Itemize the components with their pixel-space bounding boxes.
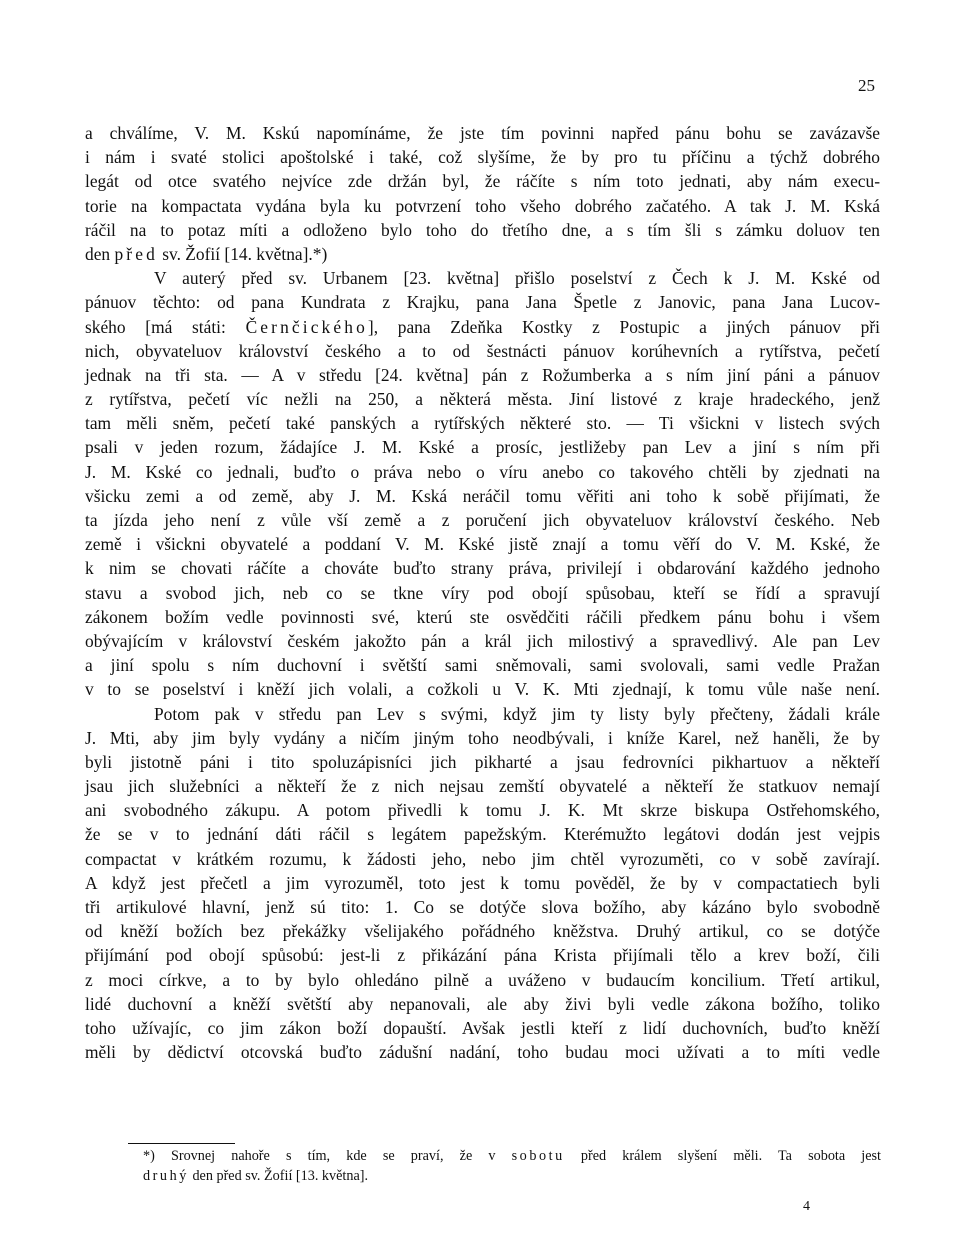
text-line [85,218,880,242]
line-text: torie na kompactata vydána byla ku potvrzení toho všeho dobrého začatého. A tak J. M. Kská [85,195,880,216]
text-line [85,435,880,459]
line-text: A když jest přečetl a jim vyrozuměl, toto jest k tomu pověděl, že by v compactatiech byli [85,872,880,893]
line-text: nich, obyvateluov království českého a to od šestnácti pánuov korúhevních a rytířstva, pečetí [85,340,880,361]
line-text: všicku zemi a od země, aby J. M. Kská neráčil tomu věřiti ani toho k sobě přijímati, že [85,485,880,506]
line-text: sv. Žofií [14. května].*) [157,243,328,264]
line-text: J. M. Kské co jednali, buďto o práva nebo o víru anebo co takového chtěli by zjednati na [85,461,880,482]
text-line [85,653,880,677]
spaced-text: sobotu [511,1148,565,1164]
line-text: V auterý před sv. Urbanem [23. května] přišlo poselství z Čech k J. M. Kské od [154,268,880,289]
line-text: i nám i svaté stolici apoštolské i také, což slyšíme, že by pro tu příčinu a týchž dobrého [85,147,880,168]
line-text: a chválíme, V. M. Kskú napomínáme, že jste tím povinni napřed pánu bohu se zavázavše [85,123,880,143]
text-line [85,943,880,967]
line-text: psali v jeden rozum, žádajíce J. M. Kské a prosíc, jestližeby pan Lev a jiní s ním při [85,437,880,458]
text-line [85,822,880,846]
text-line [85,411,880,435]
line-text: v to se poselství i kněží jich volali, a cožkoli u V. K. Mti zjednají, k tomu vůle naše není. [85,679,880,700]
text-line [85,1040,880,1064]
line-text: od kněží božích bez překážky všelijakého pořádného kněžstva. Druhý artikul, co se dotýče [85,921,880,942]
text-line [85,992,880,1016]
line-text: Potom pak v středu pan Lev s svými, když jim ty listy byly přečteny, žádali krále [154,703,880,724]
line-text: přijímání pod obojí spůsobú: jest-li z přikázání pána Krista přijímali tělo a krev boží, čili [85,945,880,966]
text-line [85,387,880,411]
text-line [85,556,880,580]
line-text: z moci církve, a to by bylo ohledáno pilně a uváženo v budaucím koncilium. Třetí artikul, [85,969,880,990]
line-text: pánuov těchto: od pana Kundrata z Krajku, pana Jana Špetle z Janovic, pana Jana Lucov- [85,292,880,313]
page-number: 25 [858,76,875,95]
text-line [85,726,880,750]
text-line [85,847,880,871]
line-text: ], pana Zdeňka Kostky z Postupic a jiných pánuov při [367,316,880,337]
line-text: toho užívajíc, co jim zákon boží dopauští. Avšak jestli kteří z lidí duchovních, buďto kněží [85,1017,880,1038]
line-text: obývajícím v království českém jakožto pán a král jich milostivý a spravedlivý. Ale pan Lev [85,630,880,651]
text-line [85,363,880,387]
line-text: ani svobodného zákupu. A potom přivedli k tomu J. K. Mt skrze biskupa Ostřehomského, [85,800,880,821]
text-line [85,798,880,822]
line-text: tam měli sněm, pečetí také panských a rytířských některé sto. — Ti všickni v listech svých [85,413,880,434]
line-text: a jiní spolu s ním duchovní i světští sami sněmovali, sami svolovali, sami vedle Pražan [85,655,880,676]
line-text: den [85,243,115,264]
line-text: ského [má státi: [85,316,246,337]
text-line [85,460,880,484]
line-text: lidé duchovní a kněží světští aby nepanovali, ale aby živi byli vedle zákona božího, toliko [85,993,880,1014]
text-line [85,895,880,919]
line-text: před králem slyšení měli. Ta sobota jest [564,1148,881,1164]
text-line [85,750,880,774]
text-line [85,1016,880,1040]
text-line [85,919,880,943]
text-line [85,702,880,726]
line-text: jednak na tři sta. — A v středu [24. května] pán z Rožumberka a s ním jiní páni a pánuov [85,364,880,385]
spaced-text: před [114,243,158,264]
text-line [85,315,880,339]
text-line [85,871,880,895]
line-text: stavu a svobod jich, neb co se tkne víry pod obojí spůsobau, kteří se řídí a spravují [85,582,880,603]
text-line [85,629,880,653]
text-line [85,581,880,605]
line-text: byli jistotně páni i tito spoluzápisníci jich pikharté a jsau fedrovníci pikhartuov a někteří [85,751,880,772]
line-text: den před sv. Žofií [13. května]. [188,1168,369,1184]
text-line [85,532,880,556]
line-text: k nim se chovati ráčíte a chováte buďto strany práva, privilejí i obdarování každého jednoho [85,558,880,579]
text-line [85,194,880,218]
line-text: ta jízda jeho není z vůle vší země a z poručení jich obyvateluov království českého. Neb [85,510,880,530]
line-text: *) Srovnej nahoře s tím, kde se praví, že v [143,1148,512,1164]
signature-mark: 4 [803,1199,810,1214]
spaced-text: druhý [143,1168,189,1184]
text-line [85,774,880,798]
spaced-text: Černčického [245,316,368,337]
line-text: země i všickni obyvatelé a poddaní V. M. Kské jistě znají a tomu věří do V. M. Kské, že [85,534,880,555]
footnote-line [143,1166,881,1186]
text-line [85,339,880,363]
text-line [85,677,880,701]
text-line [85,508,880,532]
line-text: tři artikulové hlavní, jenž sú tito: 1. Co se dotýče slova božího, aby kázáno bylo svobodně [85,897,880,917]
text-line [85,266,880,290]
line-text: compactat v krátkém rozumu, k žádosti jeho, nebo jim chtěl vyrozuměti, co v sobě zavírají. [85,848,880,869]
body-text [85,121,880,1064]
text-line [85,968,880,992]
footnote-line [143,1146,881,1166]
line-text: z rytířstva, pečetí víc nežli na 250, a některá města. Jiní listové z kraje hradeckého, jenž [85,389,880,410]
text-line [85,121,880,145]
text-line [85,484,880,508]
line-text: legát od otce svatého nejvíce zde držán byl, že ráčíte s ním toto jednati, aby nám execu- [85,171,880,192]
line-text: ráčil na to potaz míti a odloženo bylo toho do třetího dne, a s tím šli s zámku doluov ten [85,219,880,240]
text-line [85,605,880,629]
line-text: zákonem božím vedle povinnosti své, kterú ste osvědčiti ráčili předkem pánu bohu i všem [85,606,880,627]
line-text: měli by dědictví otcovská buďto zádušní nadání, toho budau moci užívati a to míti vedle [85,1042,880,1063]
footnote [143,1146,881,1186]
text-line [85,290,880,314]
line-text: že se v to jednání dáti ráčil s legátem papežským. Kterémužto legátovi dodán jest vejpis [85,824,880,845]
line-text: J. Mti, aby jim byly vydány a ničím jiným toho neodbývali, i kníže Karel, než haněli, že by [85,727,880,748]
text-line [85,169,880,193]
text-line [85,145,880,169]
line-text: jsau jich služebníci a někteří že z nich nejsau zemští obyvatelé a někteří že statkuov nemají [85,776,880,797]
text-line [85,242,880,266]
footnote-separator [128,1143,235,1144]
